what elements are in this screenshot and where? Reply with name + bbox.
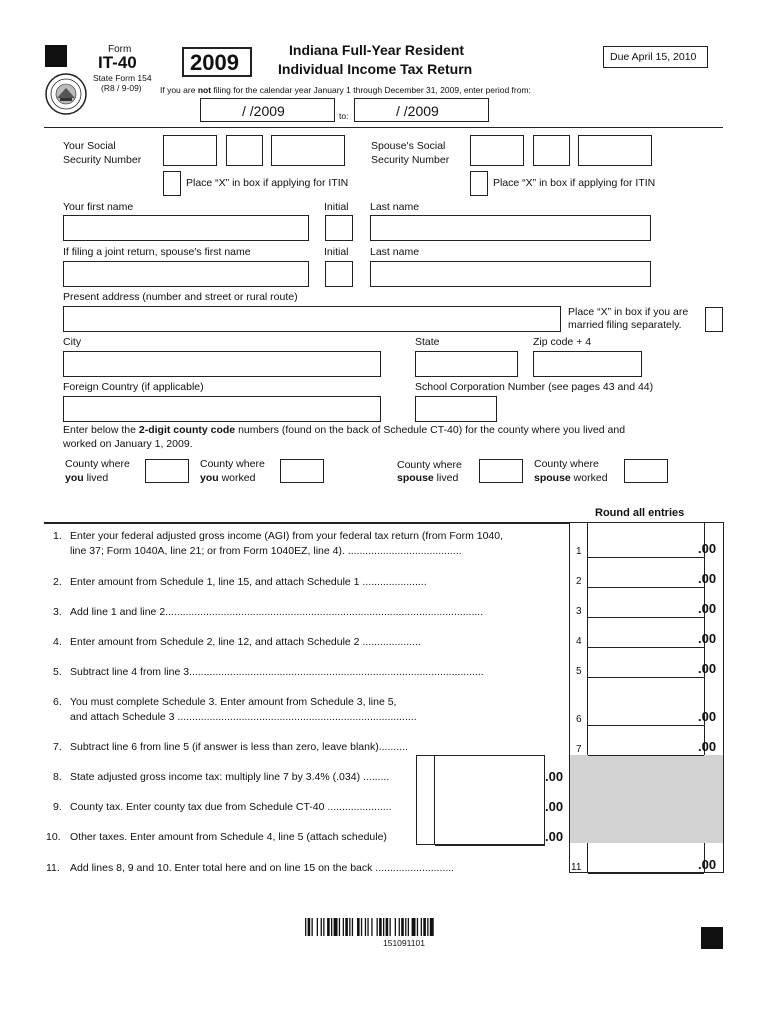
county-you-worked-label-1: County where <box>200 458 265 470</box>
last-name-field[interactable] <box>370 215 651 241</box>
barcode-bar <box>401 918 404 936</box>
spouse-itin-checkbox[interactable] <box>470 171 488 196</box>
county-you-lived-label-1: County where <box>65 458 130 470</box>
line-amount-field[interactable] <box>588 528 704 557</box>
mid-column <box>416 755 545 845</box>
county-spouse-lived-label-1: County where <box>397 459 462 471</box>
spouse-itin-note: Place “X” in box if applying for ITIN <box>493 177 656 189</box>
barcode-number: 151091101 <box>383 938 425 948</box>
barcode-bar <box>343 918 344 936</box>
barcode-bar <box>371 918 372 936</box>
indiana-state-seal <box>42 72 90 116</box>
barcode-bar <box>357 918 360 936</box>
registration-mark-top <box>45 45 67 67</box>
city-field[interactable] <box>63 351 381 377</box>
barcode-bar <box>412 918 416 936</box>
barcode-bar <box>331 918 332 936</box>
first-name-label: Your first name <box>63 201 134 213</box>
line-cents: .00 <box>698 857 717 872</box>
period-from-text: / /2009 <box>242 103 285 119</box>
line-box-number: 11 <box>571 862 582 873</box>
line-amount-field[interactable] <box>588 558 704 587</box>
line-box-rule <box>588 873 704 874</box>
line-number: 1. <box>53 530 62 542</box>
barcode-bar <box>317 918 318 936</box>
spouse-ssn-label-2: Security Number <box>371 154 450 166</box>
tax-year: 2009 <box>190 50 239 75</box>
initial-field[interactable] <box>325 215 353 241</box>
form-title-1: Indiana Full-Year Resident <box>289 42 465 58</box>
foreign-country-field[interactable] <box>63 396 381 422</box>
line-text: County tax. Enter county tax due from Schedule CT-40 ...................... <box>70 801 392 813</box>
county-spouse-worked-field[interactable] <box>624 459 668 483</box>
ssn-field-3[interactable] <box>271 135 345 166</box>
line-box-number: 2 <box>576 576 582 587</box>
line-text: Subtract line 6 from line 5 (if answer is less than zero, leave blank).......... <box>70 741 408 753</box>
barcode-bar <box>349 918 350 936</box>
county-instructions-2: worked on January 1, 2009. <box>63 438 193 450</box>
line-cents: .00 <box>698 709 717 724</box>
line-number: 5. <box>53 666 62 678</box>
line-cents: .00 <box>698 541 717 556</box>
barcode-bar <box>327 918 330 936</box>
initial-label: Initial <box>324 201 349 213</box>
form-label: Form <box>108 44 132 55</box>
barcode <box>305 918 509 936</box>
spouse-first-name-label: If filing a joint return, spouse's first name <box>63 246 251 258</box>
spouse-initial-field[interactable] <box>325 261 353 287</box>
county-spouse-worked-label-2: spouse worked <box>534 472 608 484</box>
ssn-field-1[interactable] <box>163 135 217 166</box>
line-cents: .00 <box>545 799 564 814</box>
line-box-rule <box>588 677 704 678</box>
ssn-field-2[interactable] <box>226 135 263 166</box>
line-text-2: line 37; Form 1040A, line 21; or from Form 1040EZ, line 4). ....................................... <box>70 545 462 557</box>
line-amount-field[interactable] <box>588 726 704 755</box>
line-number: 2. <box>53 576 62 588</box>
barcode-bar <box>321 918 322 936</box>
mfs-note-1: Place “X” in box if you are <box>568 306 689 318</box>
line-cents: .00 <box>698 571 717 586</box>
line-box-rule <box>588 755 704 756</box>
line-text: Enter amount from Schedule 2, line 12, and attach Schedule 2 .................... <box>70 636 421 648</box>
barcode-bar <box>417 918 418 936</box>
line-number: 3. <box>53 606 62 618</box>
period-to-text: / /2009 <box>396 103 439 119</box>
period-note: If you are not filing for the calendar year January 1 through December 31, 2009, enter period from: <box>160 85 531 95</box>
barcode-bar <box>367 918 368 936</box>
line-cents: .00 <box>698 739 717 754</box>
line-cents: .00 <box>545 829 564 844</box>
line-amount-field[interactable] <box>588 648 704 677</box>
line-text: State adjusted gross income tax: multiply line 7 by 3.4% (.034) ......... <box>70 771 390 783</box>
county-you-worked-field[interactable] <box>280 459 324 483</box>
state-form-number: State Form 154 <box>93 73 152 83</box>
county-you-worked-label-2: you worked <box>200 472 256 484</box>
line-number: 11. <box>46 862 60 874</box>
form-title-2: Individual Income Tax Return <box>278 61 473 77</box>
school-corp-label: School Corporation Number (see pages 43 and 44) <box>415 381 654 393</box>
itin-checkbox[interactable] <box>163 171 181 196</box>
spouse-ssn-field-2[interactable] <box>533 135 570 166</box>
barcode-bar <box>361 918 362 936</box>
barcode-bar <box>423 918 426 936</box>
address-field[interactable] <box>63 306 561 332</box>
line-box-number: 1 <box>576 546 582 557</box>
line-text-2: and attach Schedule 3 .................................................................................. <box>70 711 417 723</box>
address-label: Present address (number and street or rural route) <box>63 291 298 303</box>
period-to-label: to: <box>339 111 349 121</box>
line-box-number: 7 <box>576 744 582 755</box>
line-box-rule <box>435 845 545 846</box>
line-box-number: 5 <box>576 666 582 677</box>
shaded-area <box>570 755 723 843</box>
barcode-bar <box>399 918 400 936</box>
barcode-bar <box>312 918 313 936</box>
barcode-bar <box>405 918 406 936</box>
mid-column-divider <box>434 755 435 845</box>
barcode-bar <box>334 918 338 936</box>
school-corp-field[interactable] <box>415 396 497 422</box>
line-text: Enter your federal adjusted gross income (AGI) from your federal tax return (from Form 1040, <box>70 530 504 542</box>
last-name-label: Last name <box>370 201 420 213</box>
line-cents: .00 <box>698 631 717 646</box>
first-name-field[interactable] <box>63 215 309 241</box>
spouse-first-name-field[interactable] <box>63 261 309 287</box>
barcode-bar <box>308 918 311 936</box>
barcode-bar <box>352 918 353 936</box>
line-cents: .00 <box>698 601 717 616</box>
spouse-ssn-field-1[interactable] <box>470 135 524 166</box>
line-number: 4. <box>53 636 62 648</box>
line-number: 10. <box>46 831 61 843</box>
barcode-bar <box>305 918 306 936</box>
mfs-checkbox[interactable] <box>705 307 723 332</box>
barcode-bar <box>323 918 324 936</box>
line-box-number: 4 <box>576 636 582 647</box>
line-number: 8. <box>53 771 62 783</box>
mfs-note-2: married filing separately. <box>568 319 682 331</box>
spouse-last-name-label: Last name <box>370 246 420 258</box>
barcode-bar <box>377 918 378 936</box>
spouse-initial-label: Initial <box>324 246 349 258</box>
barcode-bar <box>339 918 340 936</box>
barcode-bar <box>383 918 384 936</box>
line-box-number: 3 <box>576 606 582 617</box>
zip-label: Zip code + 4 <box>533 336 592 348</box>
line-number: 6. <box>53 696 62 708</box>
registration-mark-bottom <box>701 927 723 949</box>
barcode-bar <box>386 918 389 936</box>
line-text: Subtract line 4 from line 3..................................................................................................... <box>70 666 484 678</box>
zip-field[interactable] <box>533 351 642 377</box>
state-field[interactable] <box>415 351 518 377</box>
barcode-bar <box>421 918 422 936</box>
barcode-bar <box>345 918 348 936</box>
line-amount-field[interactable] <box>588 844 704 873</box>
line-cents: .00 <box>698 661 717 676</box>
county-you-lived-label-2: you lived <box>65 472 109 484</box>
line-amount-field[interactable] <box>588 696 704 725</box>
line-amount-field[interactable] <box>588 618 704 647</box>
county-you-lived-field[interactable] <box>145 459 189 483</box>
spouse-ssn-field-3[interactable] <box>578 135 652 166</box>
line-amount-field[interactable] <box>588 588 704 617</box>
county-spouse-lived-field[interactable] <box>479 459 523 483</box>
line-number: 9. <box>53 801 62 813</box>
ssn-label-2: Security Number <box>63 154 142 166</box>
barcode-bar <box>395 918 396 936</box>
barcode-bar <box>430 918 434 936</box>
round-entries-header: Round all entries <box>595 507 685 519</box>
barcode-bar <box>379 918 382 936</box>
foreign-country-label: Foreign Country (if applicable) <box>63 381 204 393</box>
line-text: Add lines 8, 9 and 10. Enter total here and on line 15 on the back ........................... <box>70 862 455 874</box>
due-date: Due April 15, 2010 <box>610 51 697 63</box>
spouse-ssn-label-1: Spouse's Social <box>371 140 446 152</box>
line-text: Other taxes. Enter amount from Schedule 4, line 5 (attach schedule) <box>70 831 387 843</box>
barcode-bar <box>408 918 409 936</box>
line-number: 7. <box>53 741 62 753</box>
line-cents: .00 <box>545 769 564 784</box>
revision: (R8 / 9-09) <box>101 83 142 93</box>
barcode-bar <box>365 918 366 936</box>
line-text: Enter amount from Schedule 1, line 15, and attach Schedule 1 ...................... <box>70 576 427 588</box>
barcode-bar <box>390 918 391 936</box>
ssn-label-1: Your Social <box>63 140 116 152</box>
line-text: You must complete Schedule 3. Enter amount from Schedule 3, line 5, <box>70 696 397 708</box>
state-label: State <box>415 336 440 348</box>
itin-note: Place “X” in box if applying for ITIN <box>186 177 349 189</box>
county-instructions: Enter below the 2-digit county code numbers (found on the back of Schedule CT-40) for the county where you lived and <box>63 424 626 436</box>
header-divider <box>44 127 723 128</box>
line-box-number: 6 <box>576 714 582 725</box>
county-spouse-lived-label-2: spouse lived <box>397 472 459 484</box>
form-number: IT-40 <box>98 53 137 72</box>
county-spouse-worked-label-1: County where <box>534 458 599 470</box>
spouse-last-name-field[interactable] <box>370 261 651 287</box>
barcode-bar <box>427 918 428 936</box>
city-label: City <box>63 336 82 348</box>
line-text: Add line 1 and line 2............................................................................................................. <box>70 606 484 618</box>
